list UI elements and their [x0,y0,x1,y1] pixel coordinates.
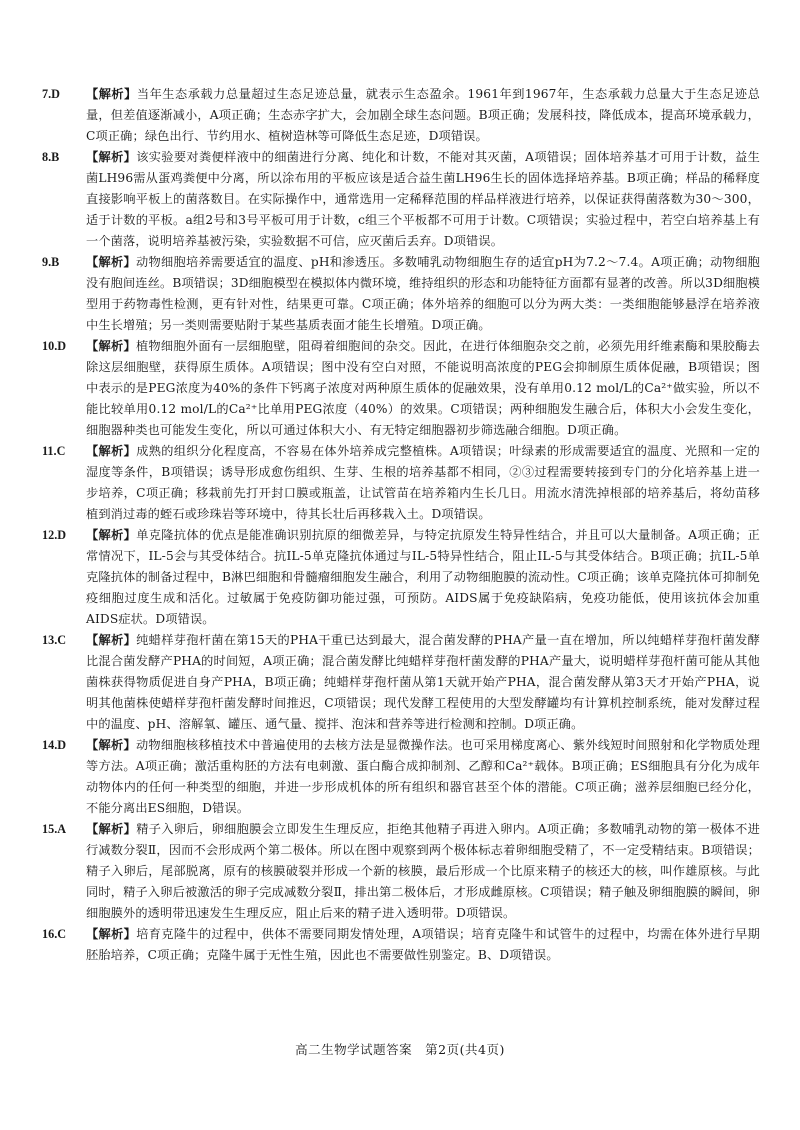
item-explanation: 【解析】当年生态承载力总量超过生态足迹总量，就表示生态盈余。1961年到1967年，生态承载力总量大于生态足迹总量，但差值逐渐减小，A项正确；生态赤字扩大，会加剧全球生态问题。B项正确；发展科技，降低成本，提高环境承载力，C项正确；绿色出行、节约用水、植树造林等可降低生态足迹，D项错误。 [86,87,760,143]
item-number: 12.D [42,528,67,542]
item-number: 7.D [42,87,60,101]
item-explanation: 【解析】动物细胞培养需要适宜的温度、pH和渗透压。多数哺乳动物细胞生存的适宜pH为7.2～7.4。A项正确；动物细胞没有胞间连丝。B项错误；3D细胞模型在模拟体内微环境，维持组织的形态和功能特征方面都有显著的改善。所以3D细胞模型用于药物毒性检测，更有针对性，结果更可靠。C项正确；体外培养的细胞可以分为两大类：一类细胞能够悬浮在培养液中生长增殖；另一类则需要贴附于某些基质表面才能生长增殖。D项正确。 [86,255,760,332]
answer-item-10 [42,336,760,441]
answer-item-8 [42,147,760,252]
answer-item-11 [42,441,760,525]
answer-item-7 [42,84,760,147]
item-number: 13.C [42,633,67,647]
item-number: 8.B [42,150,60,164]
item-number: 16.C [42,927,67,941]
answer-item-13 [42,630,760,735]
answer-item-14 [42,735,760,819]
answer-item-12 [42,525,760,630]
item-explanation: 【解析】培育克隆牛的过程中，供体不需要同期发情处理，A项错误；培育克隆牛和试管牛的过程中，均需在体外进行早期胚胎培养，C项正确；克隆牛属于无性生殖，因此也不需要做性别鉴定。B、D项错误。 [86,927,760,962]
item-explanation: 【解析】单克隆抗体的优点是能准确识别抗原的细微差异，与特定抗原发生特异性结合，并且可以大量制备。A项正确；正常情况下，IL-5会与其受体结合。抗IL-5单克隆抗体通过与IL-5特异性结合，阻止IL-5与其受体结合。B项正确；抗IL-5单克隆抗体的制备过程中，B淋巴细胞和骨髓瘤细胞发生融合，利用了动物细胞膜的流动性。C项正确；该单克隆抗体可抑制免疫细胞过度生成和活化。过敏属于免疫防御功能过强，可预防。AIDS属于免疫缺陷病，免疫功能低，使用该抗体会加重AIDS症状。D项错误。 [86,528,760,626]
item-explanation: 【解析】精子入卵后，卵细胞膜会立即发生生理反应，拒绝其他精子再进入卵内。A项正确；多数哺乳动物的第一极体不进行减数分裂Ⅱ，因而不会形成两个第二极体。所以在图中观察到两个极体标志着卵细胞受精了，不一定受精结束。B项错误；精子入卵后，尾部脱离，原有的核膜破裂并形成一个新的核膜，最后形成一个比原来精子的核还大的核，叫作雄原核。与此同时，精子入卵后被激活的卵子完成减数分裂Ⅱ，排出第二极体后，才形成雌原核。C项错误；精子触及卵细胞膜的瞬间，卵细胞膜外的透明带迅速发生生理反应，阻止后来的精子进入透明带。D项错误。 [86,822,760,920]
item-number: 9.B [42,255,60,269]
answer-item-15 [42,819,760,924]
answer-item-9 [42,252,760,336]
page-footer: 高二生物学试题答案 第2页(共4页) [295,1042,505,1057]
question-list [42,84,760,966]
item-number: 10.D [42,339,67,353]
item-number: 15.A [42,822,67,836]
item-explanation: 【解析】纯蜡样芽孢杆菌在第15天的PHA干重已达到最大，混合菌发酵的PHA产量一直在增加，所以纯蜡样芽孢杆菌发酵比混合菌发酵产PHA的时间短，A项正确；混合菌发酵比纯蜡样芽孢杆菌发酵的PHA产量大，说明蜡样芽孢杆菌可能从其他菌株获得物质促进自身产PHA，B项正确；纯蜡样芽孢杆菌从第1天就开始产PHA，混合菌发酵从第3天才开始产PHA，说明其他菌株使蜡样芽孢杆菌发酵时间推迟，C项错误；现代发酵工程使用的大型发酵罐均有计算机控制系统，能对发酵过程中的温度、pH、溶解氧、罐压、通气量、搅拌、泡沫和营养等进行检测和控制。D项正确。 [86,633,760,731]
item-explanation: 【解析】成熟的组织分化程度高，不容易在体外培养成完整植株。A项错误；叶绿素的形成需要适宜的温度、光照和一定的湿度等条件，B项错误；诱导形成愈伤组织、生芽、生根的培养基都不相同，②③过程需要转接到专门的分化培养基上进一步培养，C项正确；移栽前先打开封口膜或瓶盖，让试管苗在培养箱内生长几日。用流水清洗掉根部的培养基后，将幼苗移植到消过毒的蛭石或珍珠岩等环境中，待其长壮后再移栽入土。D项错误。 [86,444,760,521]
item-explanation: 【解析】植物细胞外面有一层细胞壁，阻碍着细胞间的杂交。因此，在进行体细胞杂交之前，必须先用纤维素酶和果胶酶去除这层细胞壁，获得原生质体。A项错误；图中没有空白对照，不能说明高浓度的PEG会抑制原生质体促融，B项错误；图中表示的是PEG浓度为40%的条件下钙离子浓度对两种原生质体的促融效果，没有单用0.12 mol/L的Ca²⁺做实验，所以不能比较单用0.12 mol/L的Ca²⁺比单用PEG浓度（40%）的效果。C项错误；两种细胞发生融合后，体积大小会发生变化，细胞器种类也可能发生变化，所以可通过体积大小、有无特定细胞器初步筛选融合细胞。D项正确。 [86,339,760,437]
item-number: 11.C [42,444,66,458]
item-explanation: 【解析】动物细胞核移植技术中普遍使用的去核方法是显微操作法。也可采用梯度离心、紫外线短时间照射和化学物质处理等方法。A项正确；激活重构胚的方法有电刺激、蛋白酶合成抑制剂、乙醇和Ca²⁺载体。B项正确；ES细胞具有分化为成年动物体内的任何一种类型的细胞，并进一步形成机体的所有组织和器官甚至个体的潜能。C项正确；滋养层细胞已经分化，不能分离出ES细胞，D错误。 [86,738,760,815]
answer-item-16 [42,924,760,966]
item-explanation: 【解析】该实验要对粪便样液中的细菌进行分离、纯化和计数，不能对其灭菌，A项错误；固体培养基才可用于计数，益生菌LH96需从蛋鸡粪便中分离，所以涂布用的平板应该是适合益生菌LH96生长的固体选择培养基。B项正确；样品的稀释度直接影响平板上的菌落数目。在实际操作中，通常选用一定稀释范围的样品样液进行培养，以保证获得菌落数为30～300，适于计数的平板。a组2号和3号平板可用于计数，c组三个平板都不可用于计数。C项错误；实验过程中，若空白培养基上有一个菌落，说明培养基被污染，实验数据不可信，应灭菌后丢弃。D项错误。 [86,150,760,248]
item-number: 14.D [42,738,67,752]
